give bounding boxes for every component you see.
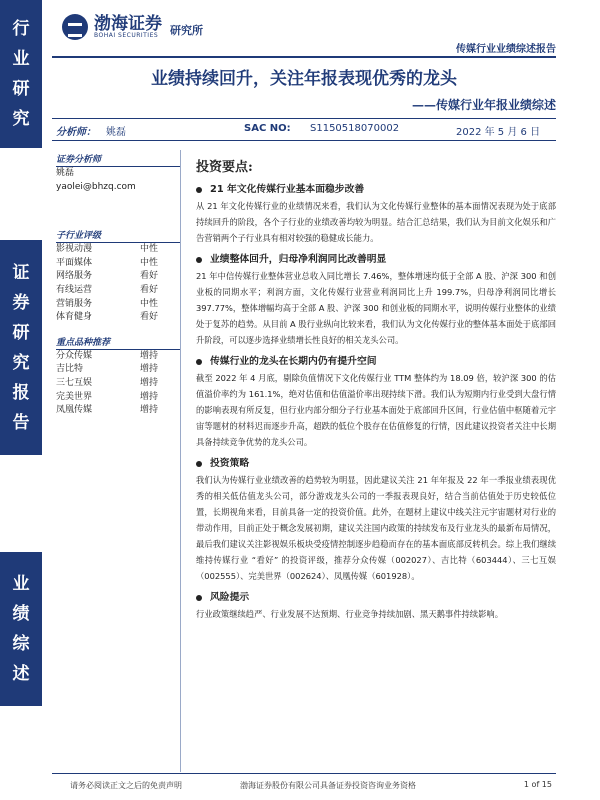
pick-row: 分众传媒 增持	[56, 350, 159, 361]
analyst-email[interactable]: yaolei@bhzq.com	[56, 181, 136, 192]
brand-dept: 研究所	[170, 24, 203, 37]
brand-name-en: BOHAI SECURITIES	[94, 31, 159, 39]
bullet-icon	[196, 187, 202, 193]
rating-header: 子行业评级	[56, 228, 180, 243]
side-char: 券	[12, 292, 30, 313]
logo-icon	[62, 14, 88, 40]
side-char: 究	[12, 109, 30, 129]
section-heading: 业绩整体回升，归母净利润同比改善明显	[196, 252, 556, 268]
rating-row: 平面媒体 中性	[56, 257, 159, 268]
analyst-label: 分析师：	[56, 127, 96, 138]
side-char: 研	[12, 79, 30, 99]
side-char: 报	[12, 382, 30, 403]
summary-header: 投资要点:	[196, 160, 253, 175]
brand-logo	[62, 14, 203, 40]
rating-row: 网络服务 看好	[56, 271, 159, 282]
side-char: 行	[12, 19, 30, 39]
side-char: 究	[12, 352, 30, 373]
section-heading: 投资策略	[196, 456, 556, 472]
report-type: 传媒行业业绩综述报告	[456, 44, 556, 55]
report-title: 业绩持续回升，关注年报表现优秀的龙头	[151, 69, 457, 89]
rating-row: 体育健身 看好	[56, 312, 159, 323]
section-body: 从 21 年文化传媒行业的业绩情况来看，我们认为文化传媒行业整体的基本面情况表现为处于底部持续回升的阶段，各个子行业的业绩改善均较为明显。结合汇总结果，我们认为目前文化娱乐和广告营销两个子行业具有相对较强的稳健成长能力。	[196, 201, 556, 243]
pick-row: 完美世界 增持	[56, 391, 159, 402]
left-sidebar	[56, 152, 180, 418]
side-char: 业	[12, 574, 30, 594]
picks-header: 重点品种推荐	[56, 335, 180, 350]
section-body: 行业政策继续趋严、行业发展不达预期、行业竞争持续加剧、黑天鹅事件持续影响。	[196, 609, 503, 619]
side-char: 研	[12, 322, 30, 343]
section-body: 截至 2022 年 4 月底，剔除负值情况下文化传媒行业 TTM 整体约为 18.09 倍，较沪深 300 的估值溢价率约为 161.1%，绝对估值和估值溢价率出现持续下滑。我们认为短期内行业受到大盘行情的影响表现有所反复，但行业内部分细分子行业基本面处于底部回升区间，行业估值中枢随着元宇宙等题材的材料迟而逐步升高，超跌的低位个股存在估值修复的行情，因此建议投资者关注中长期具备持续竞争优势的龙头公司。	[196, 373, 556, 447]
side-tab-securities-report	[0, 240, 42, 455]
side-char: 证	[12, 262, 30, 283]
side-char: 业	[12, 49, 30, 69]
page-footer	[52, 773, 556, 794]
analyst-email-row	[56, 181, 180, 195]
rating-row: 影视动漫 中性	[56, 244, 159, 255]
meta-bar	[56, 123, 556, 137]
brand-name-cn: 渤海证券	[94, 13, 162, 34]
page-number: 1 of 15	[523, 780, 552, 789]
report-subtitle: ——传媒行业年报业绩综述	[411, 98, 556, 112]
rating-row: 营销服务 中性	[56, 298, 159, 309]
report-date: 2022 年 5 月 6 日	[456, 127, 541, 138]
bullet-icon	[196, 595, 202, 601]
sac-label: SAC NO:	[244, 123, 291, 134]
side-char: 绩	[12, 604, 30, 624]
bullet-icon	[196, 257, 202, 263]
analyst-header: 证券分析师	[56, 152, 180, 167]
column-divider	[180, 150, 181, 772]
side-char: 告	[12, 412, 30, 433]
header-rule	[52, 56, 556, 58]
side-tab-industry-research	[0, 0, 42, 148]
footer-disclaimer: 请务必阅读正文之后的免责声明	[70, 781, 182, 790]
section-heading: 风险提示	[196, 590, 556, 606]
meta-rule-top	[52, 118, 556, 119]
side-tab-performance-review	[0, 552, 42, 706]
section-body: 21 年中信传媒行业整体营业总收入同比增长 7.46%，整体增速均低于全部 A 股、沪深 300 和创业板的同期水平；利润方面，文化传媒行业营业利润同比上升 199.7%，归母净利润同比增长 397.77%，整体增幅均高于全部 A 股、沪深 300 和创业板的同期水平，说明传媒行业整体的业绩处于复苏的趋势。从目前 A 股行业纵向比较来看，我们认为文化传媒行业的整体基本面处于底部回升阶段，可以逐步选择业绩增长性良好的相关龙头公司。	[196, 271, 556, 345]
footer-license: 渤海证券股份有限公司具备证券投资咨询业务资格	[240, 781, 416, 790]
side-char: 综	[12, 634, 30, 654]
section-heading: 21 年文化传媒行业基本面稳步改善	[196, 182, 556, 198]
bullet-icon	[196, 461, 202, 467]
analyst-name-row: 姚磊	[56, 168, 75, 178]
pick-row: 凤凰传媒 增持	[56, 405, 159, 416]
rating-row: 有线运营 看好	[56, 284, 159, 295]
section-body: 我们认为传媒行业业绩改善的趋势较为明显，因此建议关注 21 年年报及 22 年一季报业绩表现优秀的相关低估值龙头公司，部分游戏龙头公司的一季报表现良好，结合当前估值处于历史较低位置，长期视角来看，目前具备一定的投资价值。此外，在题材上建议中线关注元宇宙题材对行业的带动作用，目前正处于概念发展初期，建议关注国内政策的持续发布及行业龙头的最新布局情况，最后我们建议关注影视娱乐板块受疫情控制逐步趋稳而存在的基本面底部反转机会。综上我们继续维持传媒行业 “看好” 的投资评级，推荐分众传媒（002027）、吉比特（603444）、三七互娱（002555）、完美世界（002624）、凤凰传媒（601928）。	[196, 475, 556, 581]
meta-rule-bottom	[52, 140, 556, 141]
section-heading: 传媒行业的龙头在长期内仍有提升空间	[196, 354, 556, 370]
pick-row: 三七互娱 增持	[56, 377, 159, 388]
sac-number: S1150518070002	[310, 123, 400, 134]
bullet-icon	[196, 359, 202, 365]
main-content	[196, 160, 556, 622]
pick-row: 吉比特 增持	[56, 364, 159, 375]
analyst-name: 姚磊	[106, 127, 126, 138]
side-char: 述	[12, 664, 30, 684]
